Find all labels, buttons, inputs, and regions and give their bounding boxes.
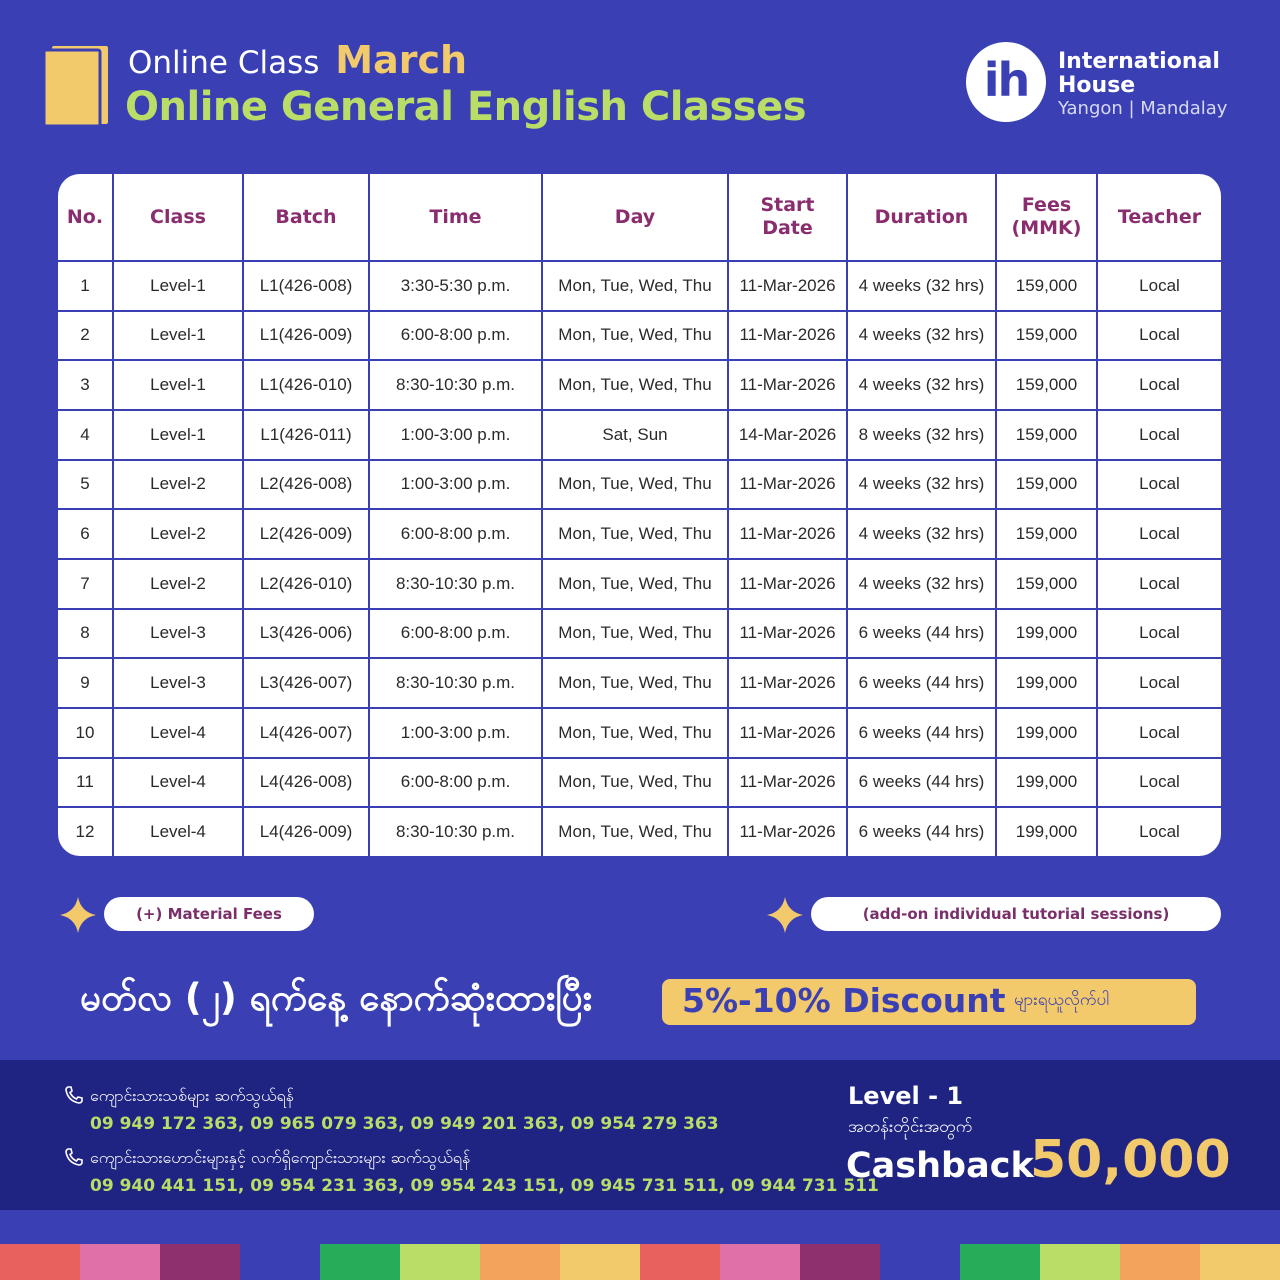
column-header-text: Start Date (760, 194, 815, 239)
table-row (58, 311, 1221, 361)
table-cell: 4 weeks (32 hrs) (847, 311, 996, 361)
table-row (58, 460, 1221, 510)
table-cell: 6 weeks (44 hrs) (847, 807, 996, 856)
table-cell: 11-Mar-2026 (728, 609, 847, 659)
table-cell: 10 (58, 708, 113, 758)
table-cell: Sat, Sun (542, 410, 728, 460)
brand-logo-text: ih (983, 53, 1029, 107)
table-cell: 8:30-10:30 p.m. (369, 807, 542, 856)
table-cell: 6:00-8:00 p.m. (369, 609, 542, 659)
strip-segment (80, 1244, 160, 1280)
table-cell: 4 weeks (32 hrs) (847, 559, 996, 609)
sparkle-icon (58, 895, 98, 935)
table-cell: 199,000 (996, 807, 1097, 856)
strip-segment (480, 1244, 560, 1280)
phone-icon (64, 1147, 84, 1167)
header-subtitle-prefix: Online Class (128, 45, 320, 81)
brand-name (1058, 50, 1220, 98)
cashback-level: Level - 1 (848, 1082, 964, 1110)
table-cell: Mon, Tue, Wed, Thu (542, 758, 728, 808)
page-title: Online General English Classes (125, 84, 807, 130)
strip-segment (880, 1244, 960, 1280)
table-cell: 11-Mar-2026 (728, 559, 847, 609)
brand-cities: Yangon | Mandalay (1058, 98, 1228, 119)
brand-name-line1: International (1058, 49, 1220, 74)
table-cell: Mon, Tue, Wed, Thu (542, 460, 728, 510)
table-row (58, 509, 1221, 559)
strip-segment (160, 1244, 240, 1280)
column-header-text: Fees (MMK) (1011, 194, 1082, 239)
tutorial-note: (add-on individual tutorial sessions) (811, 897, 1221, 931)
table-cell: Level-4 (113, 758, 243, 808)
table-cell: 1 (58, 261, 113, 311)
table-cell: 11-Mar-2026 (728, 708, 847, 758)
table-cell: Level-1 (113, 360, 243, 410)
table-cell: 6:00-8:00 p.m. (369, 509, 542, 559)
table-cell: 8:30-10:30 p.m. (369, 360, 542, 410)
table-cell: Mon, Tue, Wed, Thu (542, 559, 728, 609)
table-cell: 8:30-10:30 p.m. (369, 559, 542, 609)
table-row (58, 261, 1221, 311)
current-students-phones: 09 940 441 151, 09 954 231 363, 09 954 243 151, 09 945 731 511, 09 944 731 511 (90, 1176, 879, 1196)
table-cell: 159,000 (996, 559, 1097, 609)
table-cell: L1(426-010) (243, 360, 369, 410)
header-month: March (335, 38, 468, 82)
column-header (728, 174, 847, 261)
table-cell: 1:00-3:00 p.m. (369, 410, 542, 460)
table-cell: 4 weeks (32 hrs) (847, 460, 996, 510)
column-header: Teacher (1097, 174, 1221, 261)
table-cell: Local (1097, 509, 1221, 559)
table-cell: L4(426-009) (243, 807, 369, 856)
table-cell: 11-Mar-2026 (728, 758, 847, 808)
table-cell: 6 weeks (44 hrs) (847, 758, 996, 808)
table-cell: 8 (58, 609, 113, 659)
strip-segment (560, 1244, 640, 1280)
table-cell: L1(426-011) (243, 410, 369, 460)
column-header: Class (113, 174, 243, 261)
cashback-subtitle: အတန်းတိုင်းအတွက် (848, 1117, 973, 1137)
strip-segment (1200, 1244, 1280, 1280)
table-cell: Level-1 (113, 261, 243, 311)
table-cell: Mon, Tue, Wed, Thu (542, 807, 728, 856)
table-cell: Level-2 (113, 559, 243, 609)
table-cell: 4 weeks (32 hrs) (847, 261, 996, 311)
discount-badge (662, 979, 1196, 1025)
table-cell: L2(426-009) (243, 509, 369, 559)
table-cell: 159,000 (996, 460, 1097, 510)
strip-segment (720, 1244, 800, 1280)
strip-segment (400, 1244, 480, 1280)
table-cell: 159,000 (996, 261, 1097, 311)
table-cell: 11-Mar-2026 (728, 807, 847, 856)
table-cell: Local (1097, 311, 1221, 361)
table-cell: L1(426-008) (243, 261, 369, 311)
table-cell: 6:00-8:00 p.m. (369, 311, 542, 361)
discount-suffix: များရယူလိုက်ပါ (1014, 990, 1110, 1010)
table-row (58, 410, 1221, 460)
table-cell: Level-3 (113, 658, 243, 708)
new-students-label: ကျောင်းသားသစ်များ ဆက်သွယ်ရန် (90, 1086, 294, 1105)
table-cell: Mon, Tue, Wed, Thu (542, 360, 728, 410)
table-cell: 6 weeks (44 hrs) (847, 708, 996, 758)
table-row (58, 807, 1221, 856)
strip-segment (0, 1244, 80, 1280)
table-cell: 11-Mar-2026 (728, 460, 847, 510)
new-students-phones: 09 949 172 363, 09 965 079 363, 09 949 201 363, 09 954 279 363 (90, 1114, 719, 1134)
strip-segment (960, 1244, 1040, 1280)
column-header: Batch (243, 174, 369, 261)
table-cell: Mon, Tue, Wed, Thu (542, 609, 728, 659)
discount-text: 5%-10% Discount (682, 981, 1006, 1020)
table-cell: Local (1097, 410, 1221, 460)
strip-segment (1120, 1244, 1200, 1280)
table-cell: Local (1097, 261, 1221, 311)
table-cell: L4(426-007) (243, 708, 369, 758)
column-header (996, 174, 1097, 261)
table-cell: Local (1097, 460, 1221, 510)
schedule-table (58, 174, 1221, 856)
table-cell: 159,000 (996, 410, 1097, 460)
table-cell: 4 (58, 410, 113, 460)
table-cell: 159,000 (996, 509, 1097, 559)
table-cell: L1(426-009) (243, 311, 369, 361)
table-cell: 159,000 (996, 311, 1097, 361)
table-row (58, 708, 1221, 758)
table-cell: 199,000 (996, 708, 1097, 758)
table-cell: L3(426-007) (243, 658, 369, 708)
table-cell: 12 (58, 807, 113, 856)
decorative-color-strip (0, 1244, 1280, 1280)
table-cell: Level-2 (113, 460, 243, 510)
strip-segment (320, 1244, 400, 1280)
table-cell: L3(426-006) (243, 609, 369, 659)
strip-segment (240, 1244, 320, 1280)
table-cell: 199,000 (996, 658, 1097, 708)
brand-name-line2: House (1058, 73, 1136, 98)
material-fees-note: (+) Material Fees (104, 897, 314, 931)
table-cell: 11-Mar-2026 (728, 311, 847, 361)
table-cell: Mon, Tue, Wed, Thu (542, 311, 728, 361)
phone-icon (64, 1085, 84, 1105)
table-cell: L2(426-010) (243, 559, 369, 609)
table-cell: 8:30-10:30 p.m. (369, 658, 542, 708)
table-cell: 199,000 (996, 758, 1097, 808)
promo-text: မတ်လ (၂) ရက်နေ့ နောက်ဆုံးထားပြီး (80, 976, 593, 1019)
table-cell: 9 (58, 658, 113, 708)
table-cell: 3 (58, 360, 113, 410)
table-row (58, 360, 1221, 410)
table-cell: 2 (58, 311, 113, 361)
book-icon (44, 44, 110, 126)
table-cell: 6 weeks (44 hrs) (847, 609, 996, 659)
table-row (58, 758, 1221, 808)
current-students-label: ကျောင်းသားဟောင်းများနှင့် လက်ရှိကျောင်းသားများ ဆက်သွယ်ရန် (90, 1148, 471, 1167)
table-cell: Level-2 (113, 509, 243, 559)
table-cell: 3:30-5:30 p.m. (369, 261, 542, 311)
table-cell: 1:00-3:00 p.m. (369, 708, 542, 758)
table-cell: 11-Mar-2026 (728, 509, 847, 559)
table-cell: Level-4 (113, 708, 243, 758)
table-cell: Level-1 (113, 311, 243, 361)
strip-segment (1040, 1244, 1120, 1280)
sparkle-icon (765, 895, 805, 935)
strip-segment (640, 1244, 720, 1280)
table-cell: L2(426-008) (243, 460, 369, 510)
table-cell: 6 weeks (44 hrs) (847, 658, 996, 708)
table-cell: Mon, Tue, Wed, Thu (542, 261, 728, 311)
table-cell: Level-3 (113, 609, 243, 659)
table-header-row (58, 174, 1221, 261)
table-cell: Local (1097, 360, 1221, 410)
table-cell: L4(426-008) (243, 758, 369, 808)
table-cell: 1:00-3:00 p.m. (369, 460, 542, 510)
header-subtitle (128, 38, 467, 82)
table-cell: 159,000 (996, 360, 1097, 410)
table-cell: 4 weeks (32 hrs) (847, 360, 996, 410)
table-cell: 14-Mar-2026 (728, 410, 847, 460)
table-cell: Level-4 (113, 807, 243, 856)
table-cell: 11 (58, 758, 113, 808)
table-cell: 8 weeks (32 hrs) (847, 410, 996, 460)
table-cell: Local (1097, 807, 1221, 856)
table-cell: Local (1097, 609, 1221, 659)
table-cell: 7 (58, 559, 113, 609)
table-cell: 11-Mar-2026 (728, 658, 847, 708)
cashback-amount: 50,000 (1030, 1130, 1231, 1190)
table-cell: 6 (58, 509, 113, 559)
table-cell: 11-Mar-2026 (728, 360, 847, 410)
table-cell: Mon, Tue, Wed, Thu (542, 658, 728, 708)
table-cell: Local (1097, 708, 1221, 758)
table-row (58, 559, 1221, 609)
table-row (58, 658, 1221, 708)
table-row (58, 609, 1221, 659)
strip-segment (800, 1244, 880, 1280)
table-cell: 4 weeks (32 hrs) (847, 509, 996, 559)
column-header: Time (369, 174, 542, 261)
brand-logo (966, 42, 1046, 122)
column-header: No. (58, 174, 113, 261)
table-cell: Mon, Tue, Wed, Thu (542, 509, 728, 559)
table-cell: Local (1097, 559, 1221, 609)
column-header: Day (542, 174, 728, 261)
cashback-label: Cashback (846, 1146, 1034, 1186)
column-header: Duration (847, 174, 996, 261)
table-cell: Local (1097, 658, 1221, 708)
table-cell: Level-1 (113, 410, 243, 460)
table-cell: Local (1097, 758, 1221, 808)
table-cell: 199,000 (996, 609, 1097, 659)
table-cell: 11-Mar-2026 (728, 261, 847, 311)
table-cell: 6:00-8:00 p.m. (369, 758, 542, 808)
table-cell: Mon, Tue, Wed, Thu (542, 708, 728, 758)
table-cell: 5 (58, 460, 113, 510)
